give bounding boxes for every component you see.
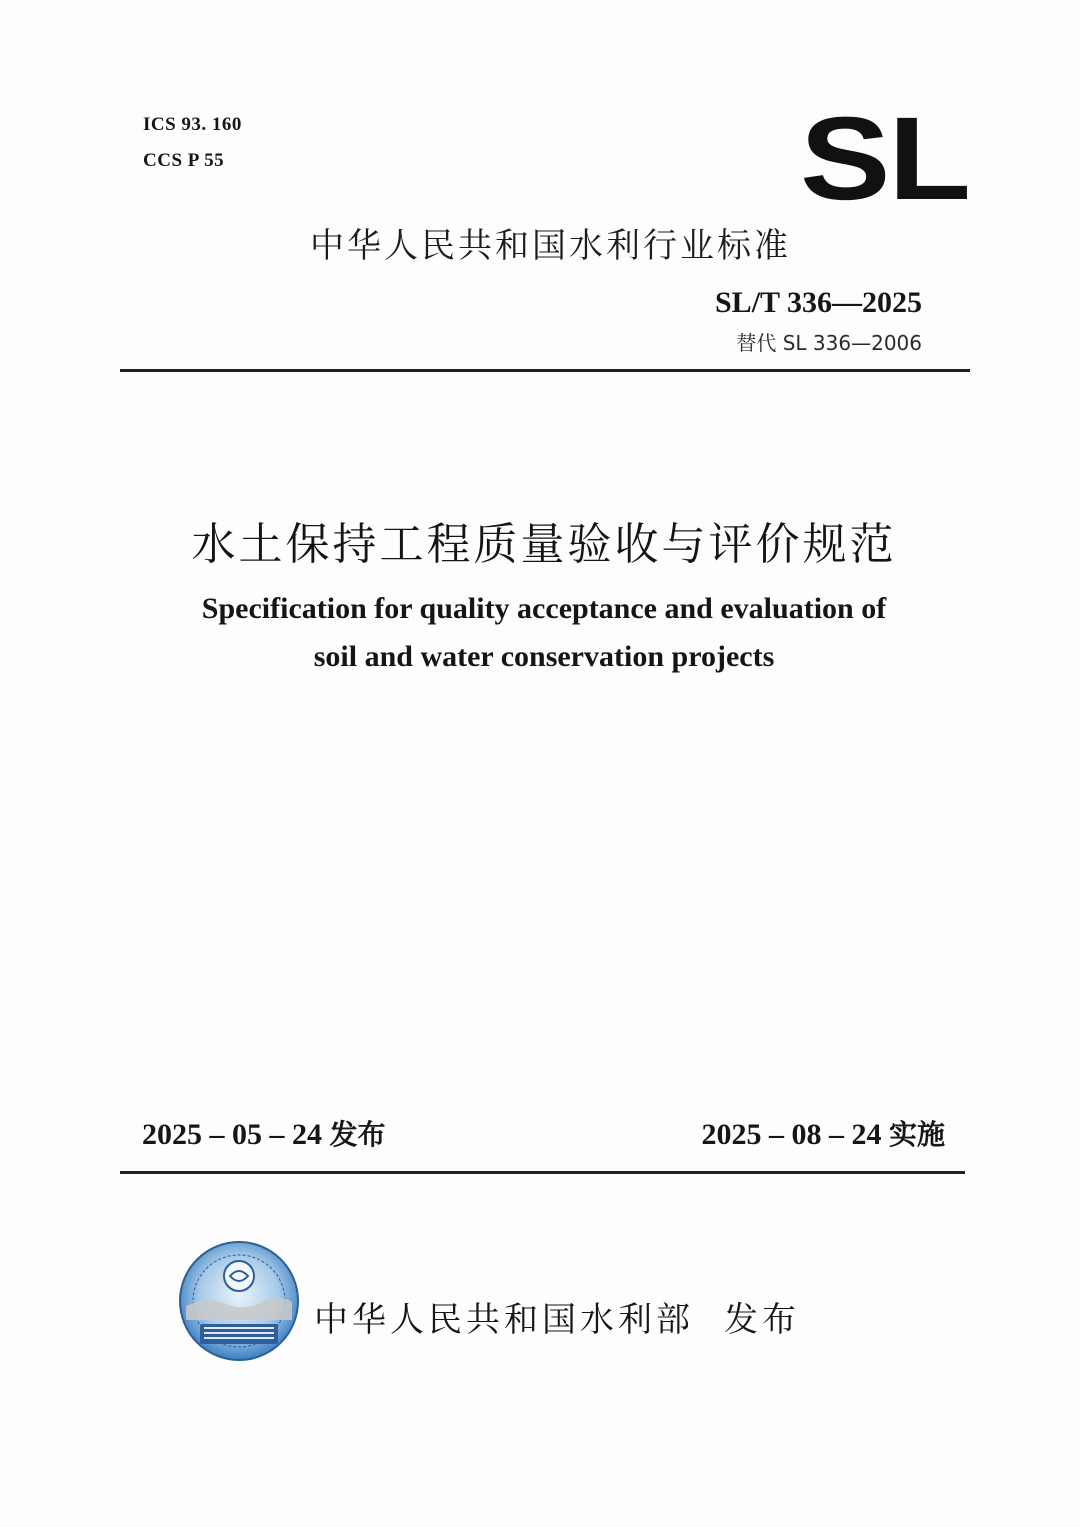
- issue-date: [142, 1113, 386, 1153]
- issue-date-value: 2025 – 05 – 24: [142, 1118, 322, 1151]
- org-title: 中华人民共和国水利行业标准: [310, 226, 791, 266]
- issue-date-label: 发布: [329, 1118, 386, 1151]
- replaces-note: 替代 SL 336—2006: [736, 331, 922, 355]
- anti-counterfeit-seal-icon: [178, 1240, 300, 1362]
- top-divider: [120, 369, 970, 372]
- ics-code: ICS 93. 160: [143, 114, 242, 135]
- effective-date: [701, 1113, 945, 1153]
- effective-date-label: 实施: [888, 1118, 945, 1151]
- title-english-line-1: Specification for quality acceptance and evaluation of: [201, 592, 887, 625]
- effective-date-value: 2025 – 08 – 24: [701, 1118, 882, 1151]
- publisher-label: 发布: [724, 1300, 800, 1340]
- title-chinese: 水土保持工程质量验收与评价规范: [191, 519, 897, 570]
- publisher-name: 中华人民共和国水利部: [314, 1300, 694, 1340]
- ccs-code: CCS P 55: [143, 150, 225, 171]
- bottom-divider: [120, 1171, 965, 1174]
- title-english-line-2: soil and water conservation projects: [313, 640, 775, 673]
- sl-logo: SL: [800, 93, 969, 225]
- standard-number: SL/T 336—2025: [715, 286, 922, 319]
- publisher: [314, 1292, 800, 1341]
